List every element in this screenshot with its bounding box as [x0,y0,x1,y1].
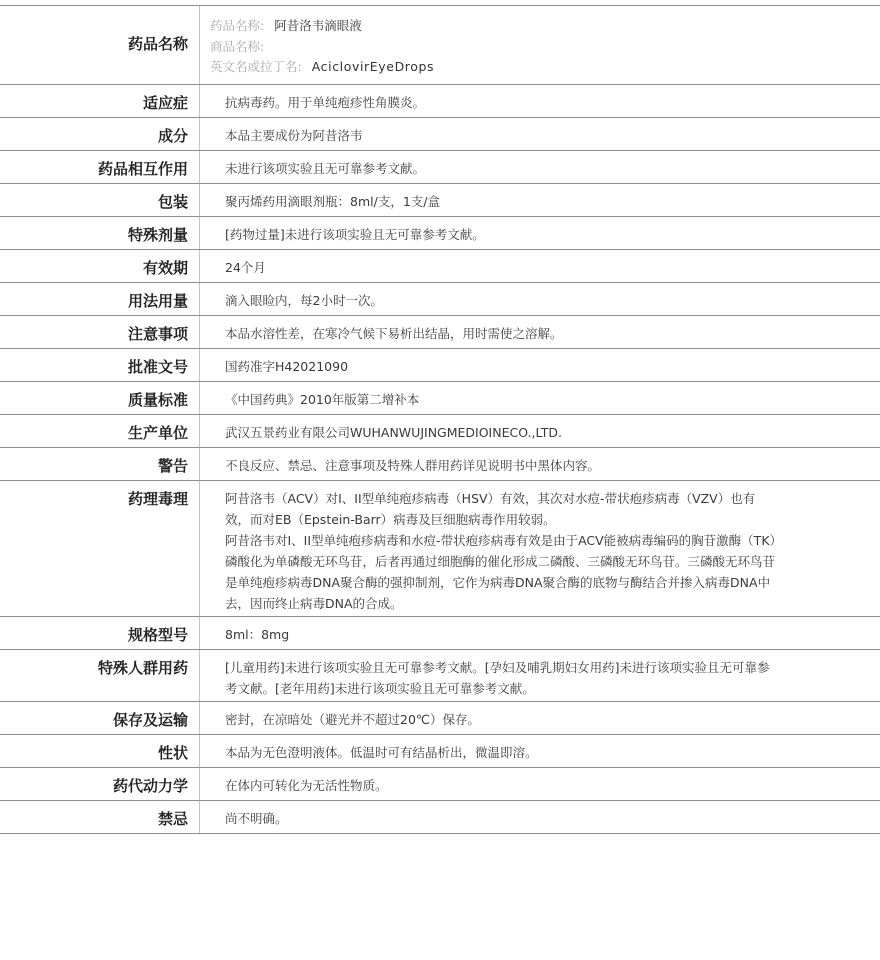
row-label: 包装 [0,184,200,216]
row-label: 警告 [0,448,200,480]
row-label: 特殊剂量 [0,217,200,249]
row-value [200,768,880,800]
generic-name-key: 药品名称: [210,18,265,33]
row-label: 性状 [0,735,200,767]
english-name-key: 英文名或拉丁名: [210,59,302,74]
row-value [200,118,880,150]
spec-row [0,250,880,283]
row-value [200,650,880,701]
spec-row [0,85,880,118]
row-value-text: 24个月 [225,260,266,275]
row-value-text: 《中国药典》2010年版第二增补本 [225,392,420,407]
row-value-text: 本品水溶性差，在寒冷气候下易析出结晶，用时需使之溶解。 [225,326,563,341]
row-value [200,217,880,249]
row-value [200,481,880,616]
row-label: 药品名称 [0,6,200,84]
row-value-text: 武汉五景药业有限公司WUHANWUJINGMEDIOINECO.,LTD. [225,425,562,440]
row-value [200,382,880,414]
row-value [200,349,880,381]
spec-rows [0,85,880,834]
row-value-text: 阿昔洛韦对I、II型单纯疱疹病毒和水痘-带状疱疹病毒有效是由于ACV能被病毒编码的胸苷激酶（TK）磷酸化为单磷酸无环鸟苷，后者再通过细胞酶的催化形成二磷酸、三磷酸无环鸟苷。三磷酸无环鸟苷是单纯疱疹病毒DNA聚合酶的强抑制剂，它作为病毒DNA聚合酶的底物与酶结合并掺入病毒DNA中去，因而终止病毒DNA的合成。 [225,533,776,611]
row-value-text: 国药准字H42021090 [225,359,349,374]
spec-row [0,118,880,151]
row-label: 质量标准 [0,382,200,414]
row-label: 用法用量 [0,283,200,315]
row-value [200,316,880,348]
drug-name-block [200,6,434,84]
spec-row [0,415,880,448]
row-label: 药品相互作用 [0,151,200,183]
spec-row [0,217,880,250]
row-value-text: 阿昔洛韦（ACV）对I、II型单纯疱疹病毒（HSV）有效，其次对水痘-带状疱疹病毒（VZV）也有效，而对EB（Epstein-Barr）病毒及巨细胞病毒作用较弱。 [225,491,756,527]
spec-row [0,184,880,217]
row-value-text: [儿童用药]未进行该项实验且无可靠参考文献。[孕妇及哺乳期妇女用药]未进行该项实验且无可靠参考文献。[老年用药]未进行该项实验且无可靠参考文献。 [225,660,770,696]
generic-name-value: 阿昔洛韦滴眼液 [274,18,362,33]
row-value [200,151,880,183]
row-label: 禁忌 [0,801,200,833]
row-value [200,801,880,833]
generic-name-line [210,16,434,37]
row-label: 有效期 [0,250,200,282]
row-value [200,702,880,734]
row-value-text: 本品为无色澄明液体。低温时可有结晶析出，微温即溶。 [225,745,538,760]
row-value [200,184,880,216]
spec-row [0,448,880,481]
row-drug-name [0,6,880,85]
trade-name-line [210,37,434,58]
row-label: 药代动力学 [0,768,200,800]
row-label: 保存及运输 [0,702,200,734]
spec-row [0,283,880,316]
row-value-text: 密封，在凉暗处（避光并不超过20℃）保存。 [225,712,480,727]
spec-row [0,650,880,702]
spec-row [0,382,880,415]
spec-row [0,768,880,801]
spec-row [0,349,880,382]
row-value-text: 本品主要成份为阿昔洛韦 [225,128,363,143]
spec-row [0,316,880,349]
spec-row [0,735,880,768]
row-label: 批准文号 [0,349,200,381]
row-value [200,415,880,447]
row-label: 适应症 [0,85,200,117]
row-value-text: 不良反应、禁忌、注意事项及特殊人群用药详见说明书中黑体内容。 [225,458,601,473]
row-label: 特殊人群用药 [0,650,200,701]
row-value [200,283,880,315]
row-value-text: 聚丙烯药用滴眼剂瓶：8ml/支，1支/盒 [225,194,440,209]
row-label: 规格型号 [0,617,200,649]
english-name-line [210,57,434,78]
row-value [200,617,880,649]
row-label: 成分 [0,118,200,150]
spec-row [0,617,880,650]
row-value-text: 8ml：8mg [225,627,290,642]
drug-spec-table [0,5,880,834]
row-value-text: 尚不明确。 [225,811,288,826]
row-value-text: 抗病毒药。用于单纯疱疹性角膜炎。 [225,95,426,110]
row-value [200,85,880,117]
row-value-text: 在体内可转化为无活性物质。 [225,778,388,793]
spec-row [0,801,880,834]
spec-row [0,481,880,617]
row-label: 药理毒理 [0,481,200,616]
row-value-text: 滴入眼睑内，每2小时一次。 [225,293,383,308]
row-value [200,448,880,480]
spec-row [0,702,880,735]
row-value [200,735,880,767]
row-label: 生产单位 [0,415,200,447]
english-name-value: AciclovirEyeDrops [311,59,435,74]
trade-name-key: 商品名称: [210,38,265,54]
row-value-text: [药物过量]未进行该项实验且无可靠参考文献。 [225,227,485,242]
spec-row [0,151,880,184]
row-value [200,250,880,282]
row-label: 注意事项 [0,316,200,348]
row-value-text: 未进行该项实验且无可靠参考文献。 [225,161,426,176]
